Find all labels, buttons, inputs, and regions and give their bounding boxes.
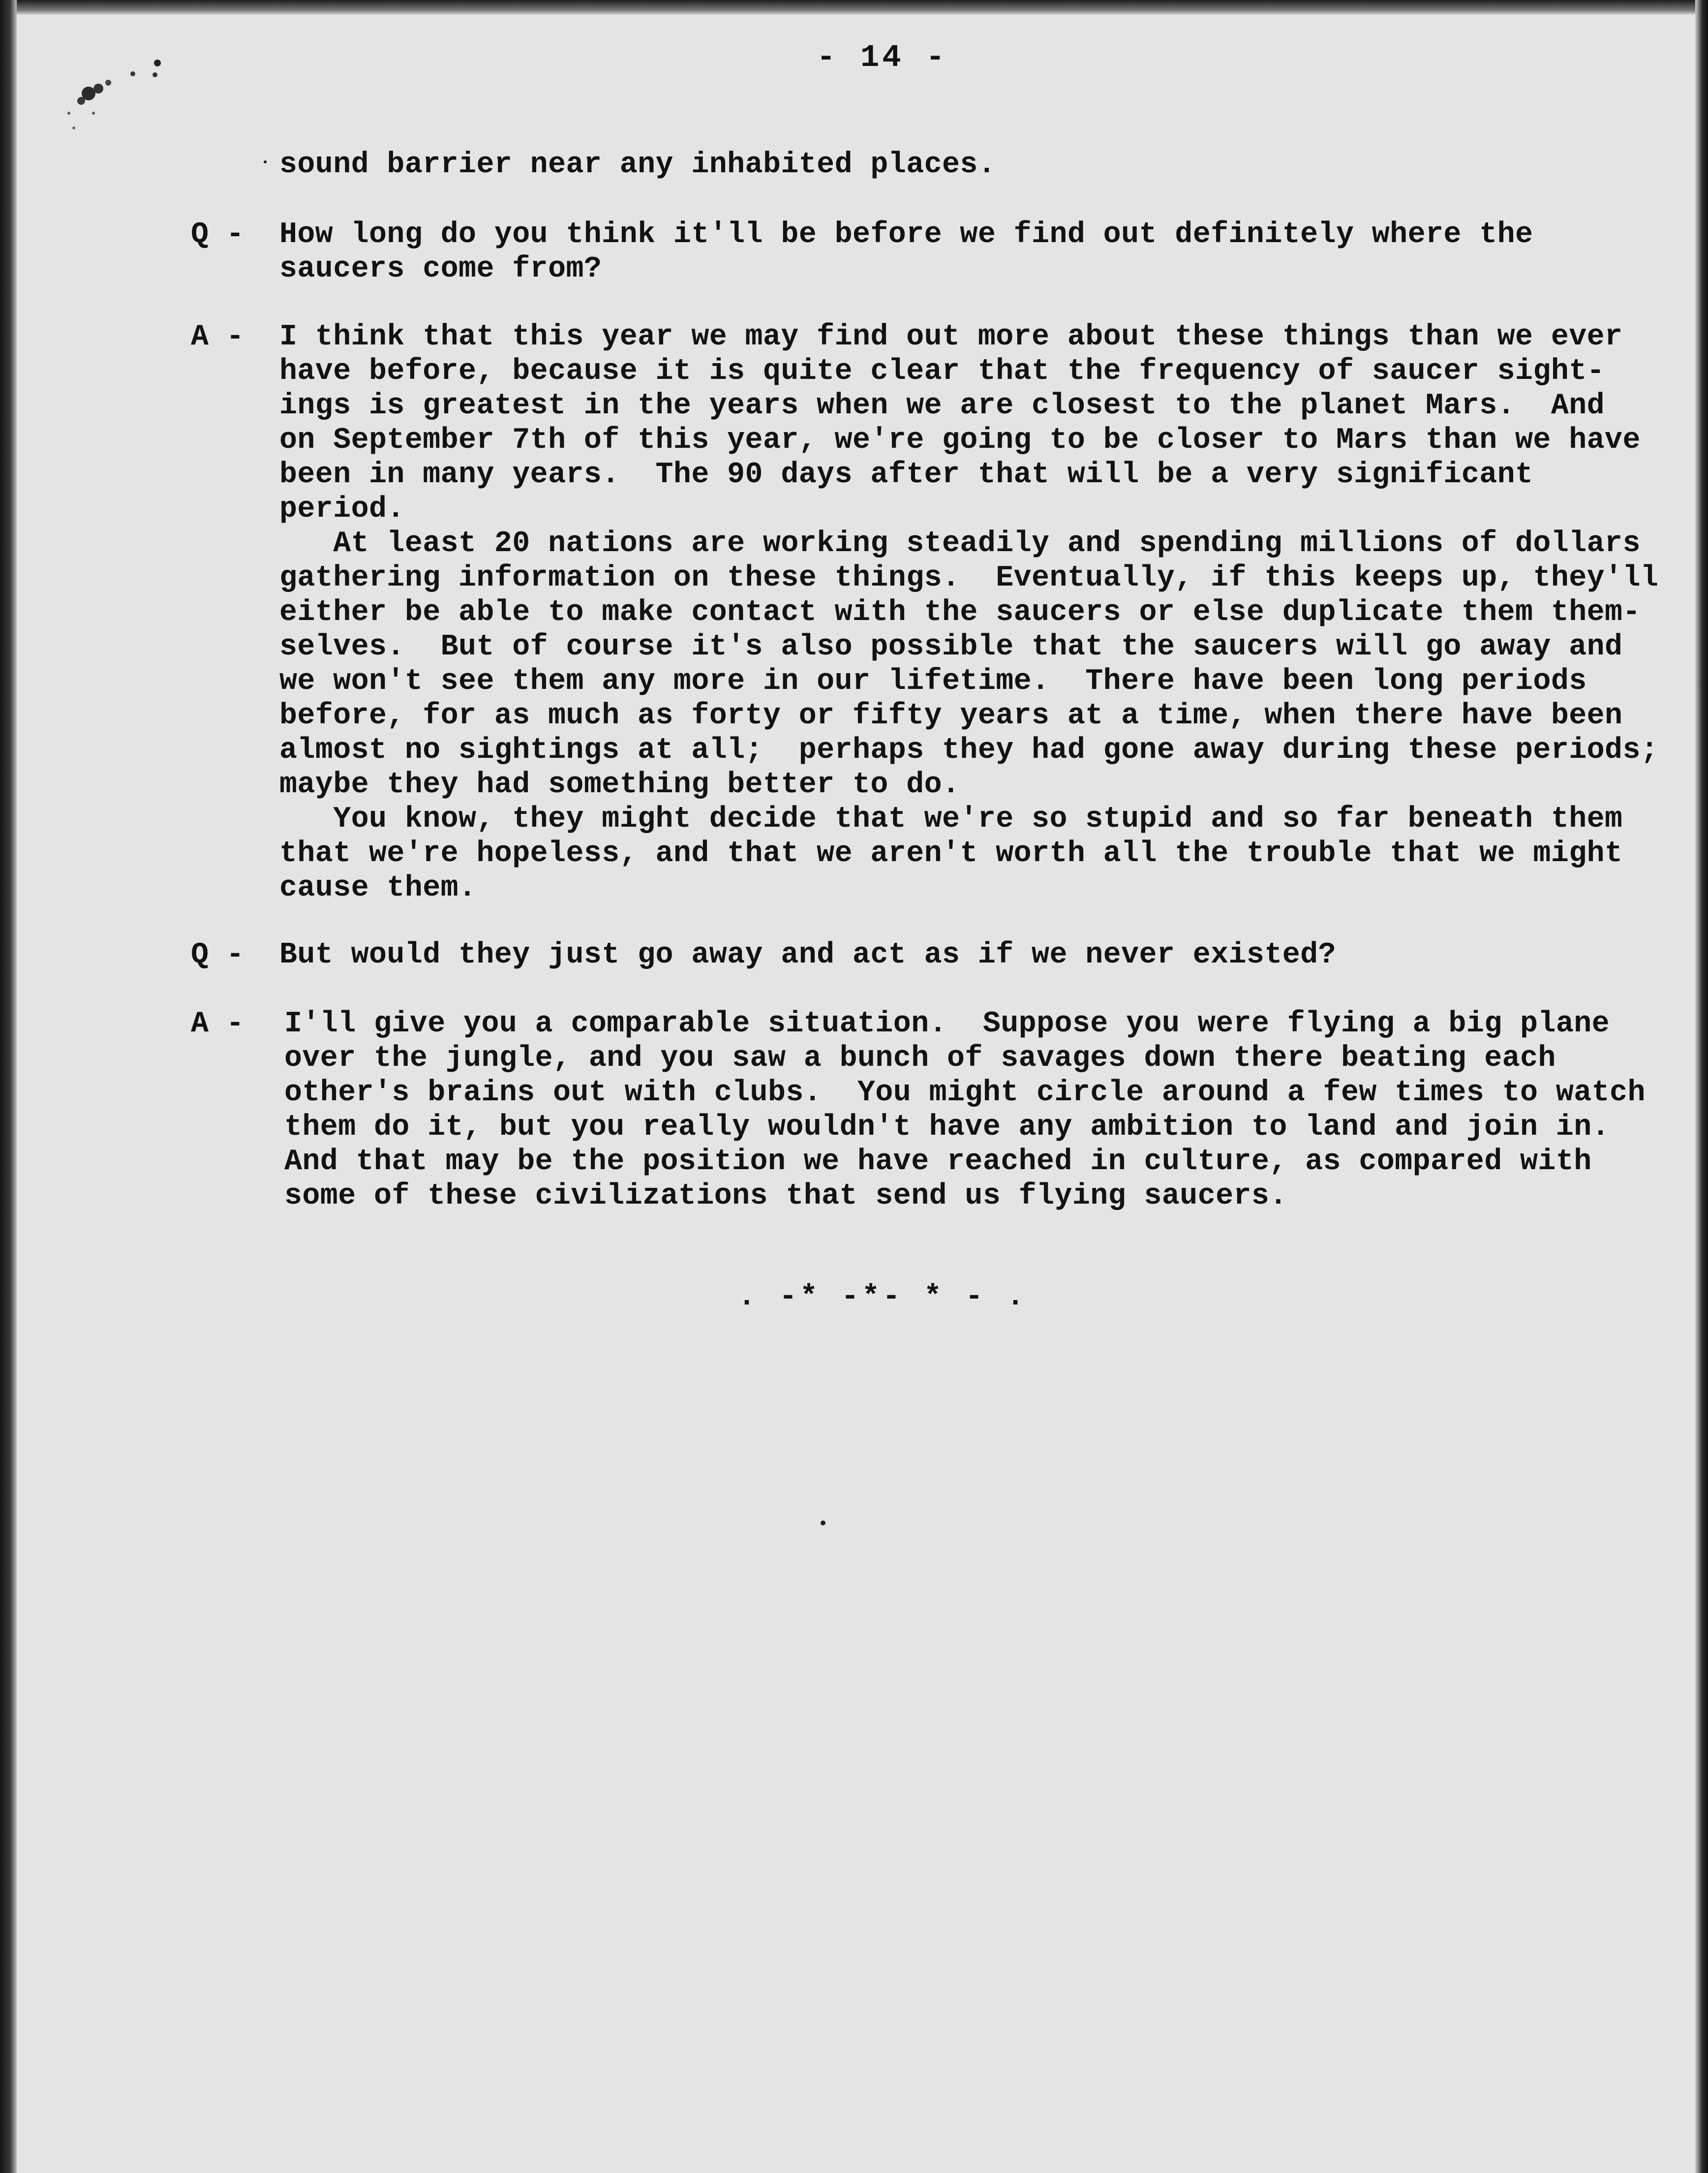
text-line: ings is greatest in the years when we are closest to the planet Mars. And — [279, 389, 1605, 423]
text-line: But would they just go away and act as if we never existed? — [279, 938, 1336, 972]
text-line: cause them. — [279, 871, 477, 905]
text-line: on September 7th of this year, we're going to be closer to Mars than we have — [279, 424, 1641, 457]
text-line: over the jungle, and you saw a bunch of savages down there beating each — [284, 1042, 1556, 1075]
page-number: - 14 - — [817, 40, 948, 76]
text-line: maybe they had something better to do. — [279, 768, 960, 802]
text-line: I think that this year we may find out more about these things than we ever — [279, 320, 1623, 354]
paper-speck — [821, 1521, 825, 1525]
scan-right-edge — [1695, 0, 1708, 2173]
text-line: almost no sightings at all; perhaps they had gone away during these periods; — [279, 734, 1659, 767]
text-line: before, for as much as forty or fifty years at a time, when there have been — [279, 699, 1623, 733]
scan-top-edge — [0, 0, 1708, 15]
text-line: And that may be the position we have reached in culture, as compared with — [284, 1145, 1592, 1179]
text-line: I'll give you a comparable situation. Suppose you were flying a big plane — [284, 1007, 1610, 1041]
text-line: selves. But of course it's also possible that the saucers will go away and — [279, 630, 1623, 664]
question-marker: Q - — [191, 218, 244, 251]
answer-marker: A - — [191, 1007, 244, 1041]
text-line: either be able to make contact with the saucers or else duplicate them them- — [279, 596, 1641, 629]
ink-smudge — [59, 54, 177, 153]
end-of-section-mark: . -* -*- * - . — [738, 1280, 1028, 1314]
paper-speck — [264, 160, 267, 163]
answer-marker: A - — [191, 320, 244, 354]
text-line: saucers come from? — [279, 252, 602, 286]
text-line: You know, they might decide that we're so stupid and so far beneath them — [279, 803, 1623, 836]
text-line: period. — [279, 493, 405, 526]
text-line: some of these civilizations that send us flying saucers. — [284, 1180, 1287, 1213]
text-line: them do it, but you really wouldn't have any ambition to land and join in. — [284, 1111, 1610, 1144]
text-line: other's brains out with clubs. You might circle around a few times to watch — [284, 1076, 1646, 1110]
text-line: have before, because it is quite clear that the frequency of saucer sight- — [279, 355, 1605, 388]
text-line: we won't see them any more in our lifetime. There have been long periods — [279, 665, 1587, 698]
text-line: How long do you think it'll be before we find out definitely where the — [279, 218, 1533, 251]
scan-left-edge — [0, 0, 17, 2173]
question-marker: Q - — [191, 938, 244, 972]
text-line: sound barrier near any inhabited places. — [279, 148, 996, 182]
text-line: that we're hopeless, and that we aren't worth all the trouble that we might — [279, 837, 1623, 870]
text-line: gathering information on these things. Eventually, if this keeps up, they'll — [279, 561, 1659, 595]
text-line: been in many years. The 90 days after that will be a very significant — [279, 458, 1533, 492]
text-line: At least 20 nations are working steadily and spending millions of dollars — [279, 527, 1641, 560]
